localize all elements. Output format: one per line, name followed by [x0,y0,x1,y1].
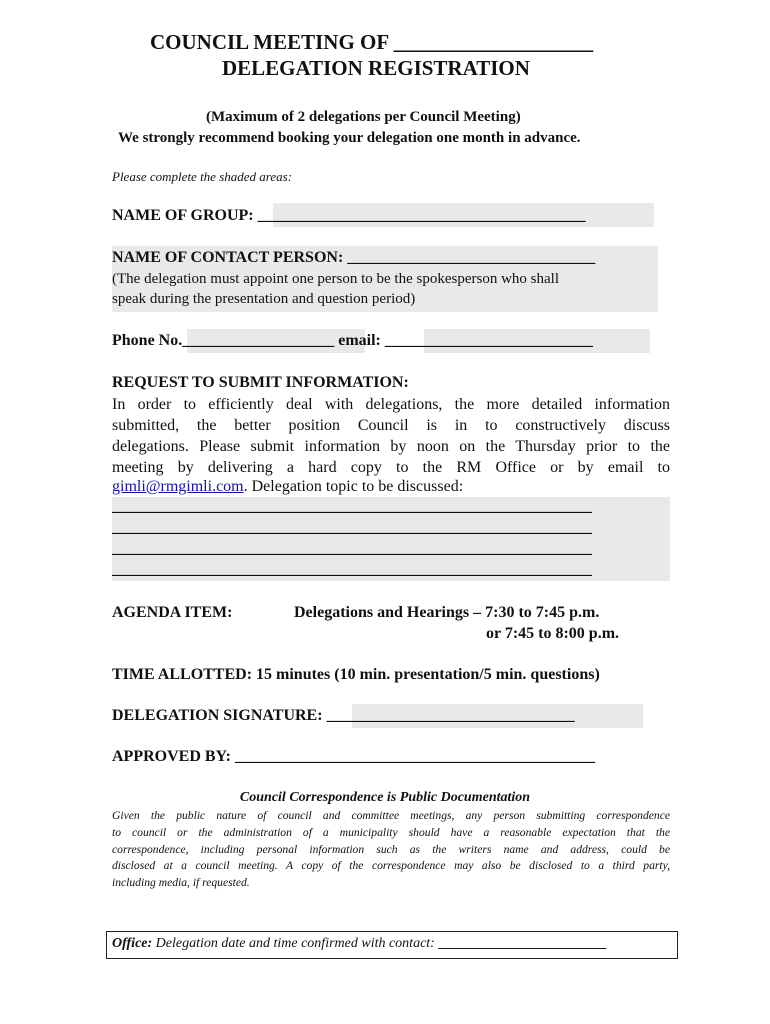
time-allotted: TIME ALLOTTED: 15 minutes (10 min. presentation/5 min. questions) [112,666,600,683]
submission-email-link[interactable]: gimli@rmgimli.com [112,478,244,495]
office-label: Office: [112,936,153,951]
contact-person-label: NAME OF CONTACT PERSON: [112,249,344,266]
booking-recommendation: We strongly recommend booking your delegation one month in advance. [118,130,581,146]
request-text-line-2: submitted, the better position Council is in to constructively discuss [112,417,670,434]
office-use-box [106,931,678,959]
public-doc-line-5: including media, if requested. [112,876,250,890]
meeting-title: COUNCIL MEETING OF ___________________ [150,30,594,54]
agenda-item-value-2: or 7:45 to 8:00 p.m. [486,625,620,642]
agenda-item-value-1: Delegations and Hearings – 7:30 to 7:45 p.m. [294,604,600,621]
public-doc-line-2: to council or the administration of a municipality should have a reasonable expectation that the [112,825,670,839]
public-doc-body [112,808,670,892]
topic-line-4: ____________________________________________________________ [112,561,592,578]
topic-line-3: ____________________________________________________________ [112,540,592,557]
signature-blank: _______________________________ [326,707,575,724]
max-delegations-note: (Maximum of 2 delegations per Council Meeting) [206,109,521,125]
public-doc-line-3: correspondence, including personal information such as the writers name and address, could be [112,842,670,856]
contact-note-line-2: speak during the presentation and question period) [112,291,416,307]
request-text-line-5 [112,478,463,496]
phone-blank: ___________________ [182,332,335,349]
public-doc-line-4: disclosed at a council meeting. A copy of the correspondence may also be disclosed to a third party, [112,859,670,873]
contact-person-blank: _______________________________ [347,249,596,266]
group-name-row [112,207,586,225]
group-name-label: NAME OF GROUP: [112,207,254,224]
office-row [112,936,606,952]
request-text-line-3: delegations. Please submit information by noon on the Thursday prior to the [112,438,670,455]
request-text-line-1: In order to efficiently deal with delegations, the more detailed information [112,396,670,413]
public-doc-line-1: Given the public nature of council and committee meetings, any person submitting correspondence [112,809,670,822]
public-doc-heading: Council Correspondence is Public Documentation [239,790,531,805]
request-text-line-4: meeting by delivering a hard copy to the RM Office or by email to [112,459,670,476]
page-title: DELEGATION REGISTRATION [222,56,530,80]
agenda-item-label: AGENDA ITEM: [112,604,233,621]
shaded-areas-instruction: Please complete the shaded areas: [112,169,293,184]
email-blank: __________________________ [380,332,593,349]
signature-row [112,707,575,725]
topic-label: . Delegation topic to be discussed: [243,478,464,495]
contact-note-line-1: (The delegation must appoint one person to be the spokesperson who shall [112,271,559,287]
request-heading: REQUEST TO SUBMIT INFORMATION: [112,374,409,391]
approved-label: APPROVED BY: [112,748,231,765]
signature-label: DELEGATION SIGNATURE: [112,707,323,724]
phone-label: Phone No. [112,332,183,349]
phone-email-row [112,332,593,350]
group-name-blank: _________________________________________ [257,207,586,224]
contact-person-row [112,249,595,267]
office-text: Delegation date and time confirmed with contact: [152,936,439,951]
topic-line-2: ____________________________________________________________ [112,519,592,536]
email-label: email: [334,332,381,349]
office-blank: ________________________ [438,936,607,951]
topic-line-1: ____________________________________________________________ [112,498,592,515]
approved-blank: _____________________________________________ [234,748,595,765]
approved-row [112,748,595,766]
